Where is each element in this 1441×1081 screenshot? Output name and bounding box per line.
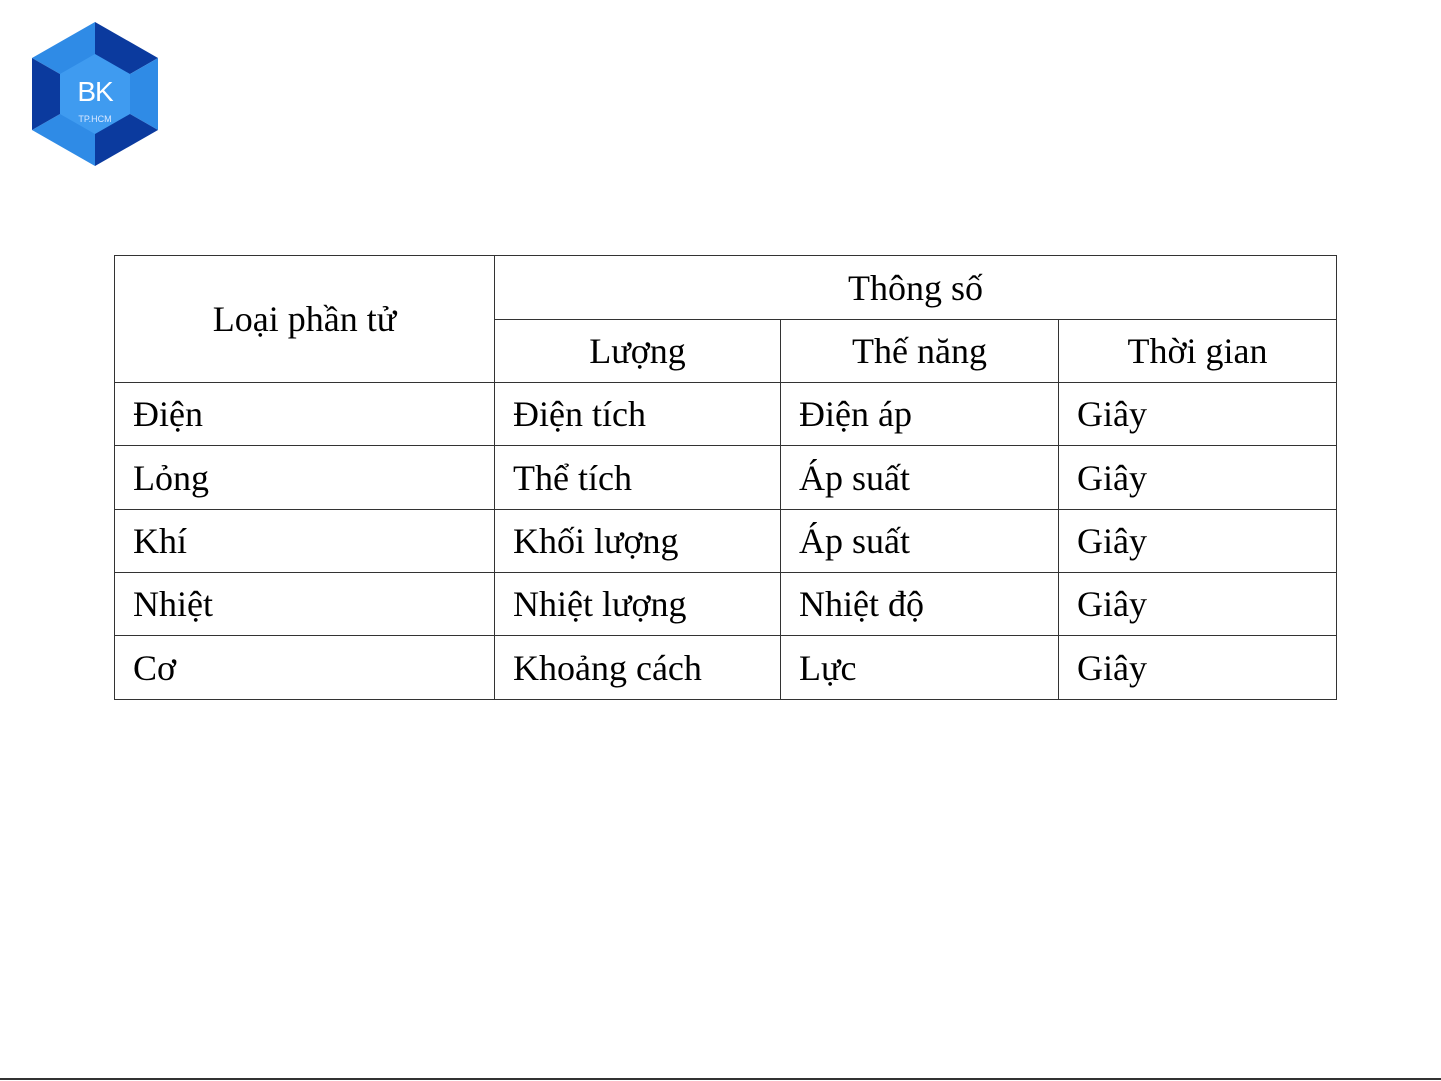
table-cell: Điện áp bbox=[781, 383, 1059, 446]
table-cell: Nhiệt bbox=[115, 573, 495, 636]
table-cell: Thể tích bbox=[495, 446, 781, 510]
table-cell: Khoảng cách bbox=[495, 636, 781, 700]
table-row bbox=[115, 510, 1337, 573]
table-row bbox=[115, 636, 1337, 700]
bottom-divider bbox=[0, 1078, 1441, 1080]
logo-subtext: TP.HCM bbox=[78, 114, 112, 124]
table-cell: Giây bbox=[1059, 636, 1337, 700]
table-cell: Áp suất bbox=[781, 446, 1059, 510]
bk-logo bbox=[22, 20, 168, 168]
header-element-type: Loại phần tử bbox=[115, 256, 495, 383]
table-cell: Khối lượng bbox=[495, 510, 781, 573]
logo-text: BK bbox=[77, 76, 113, 107]
table-row bbox=[115, 446, 1337, 510]
table-cell: Khí bbox=[115, 510, 495, 573]
header-quantity: Lượng bbox=[495, 320, 781, 383]
table-cell: Nhiệt lượng bbox=[495, 573, 781, 636]
table-cell: Áp suất bbox=[781, 510, 1059, 573]
table-cell: Cơ bbox=[115, 636, 495, 700]
table-cell: Giây bbox=[1059, 383, 1337, 446]
table-cell: Điện tích bbox=[495, 383, 781, 446]
table-cell: Giây bbox=[1059, 573, 1337, 636]
table-cell: Lỏng bbox=[115, 446, 495, 510]
header-row-group bbox=[115, 256, 1337, 320]
table-cell: Nhiệt độ bbox=[781, 573, 1059, 636]
header-parameters: Thông số bbox=[495, 256, 1337, 320]
table-cell: Giây bbox=[1059, 446, 1337, 510]
parameter-table bbox=[114, 255, 1337, 700]
table-cell: Giây bbox=[1059, 510, 1337, 573]
table-row bbox=[115, 573, 1337, 636]
header-time: Thời gian bbox=[1059, 320, 1337, 383]
table-cell: Lực bbox=[781, 636, 1059, 700]
table-row bbox=[115, 383, 1337, 446]
table-cell: Điện bbox=[115, 383, 495, 446]
header-potential: Thế năng bbox=[781, 320, 1059, 383]
